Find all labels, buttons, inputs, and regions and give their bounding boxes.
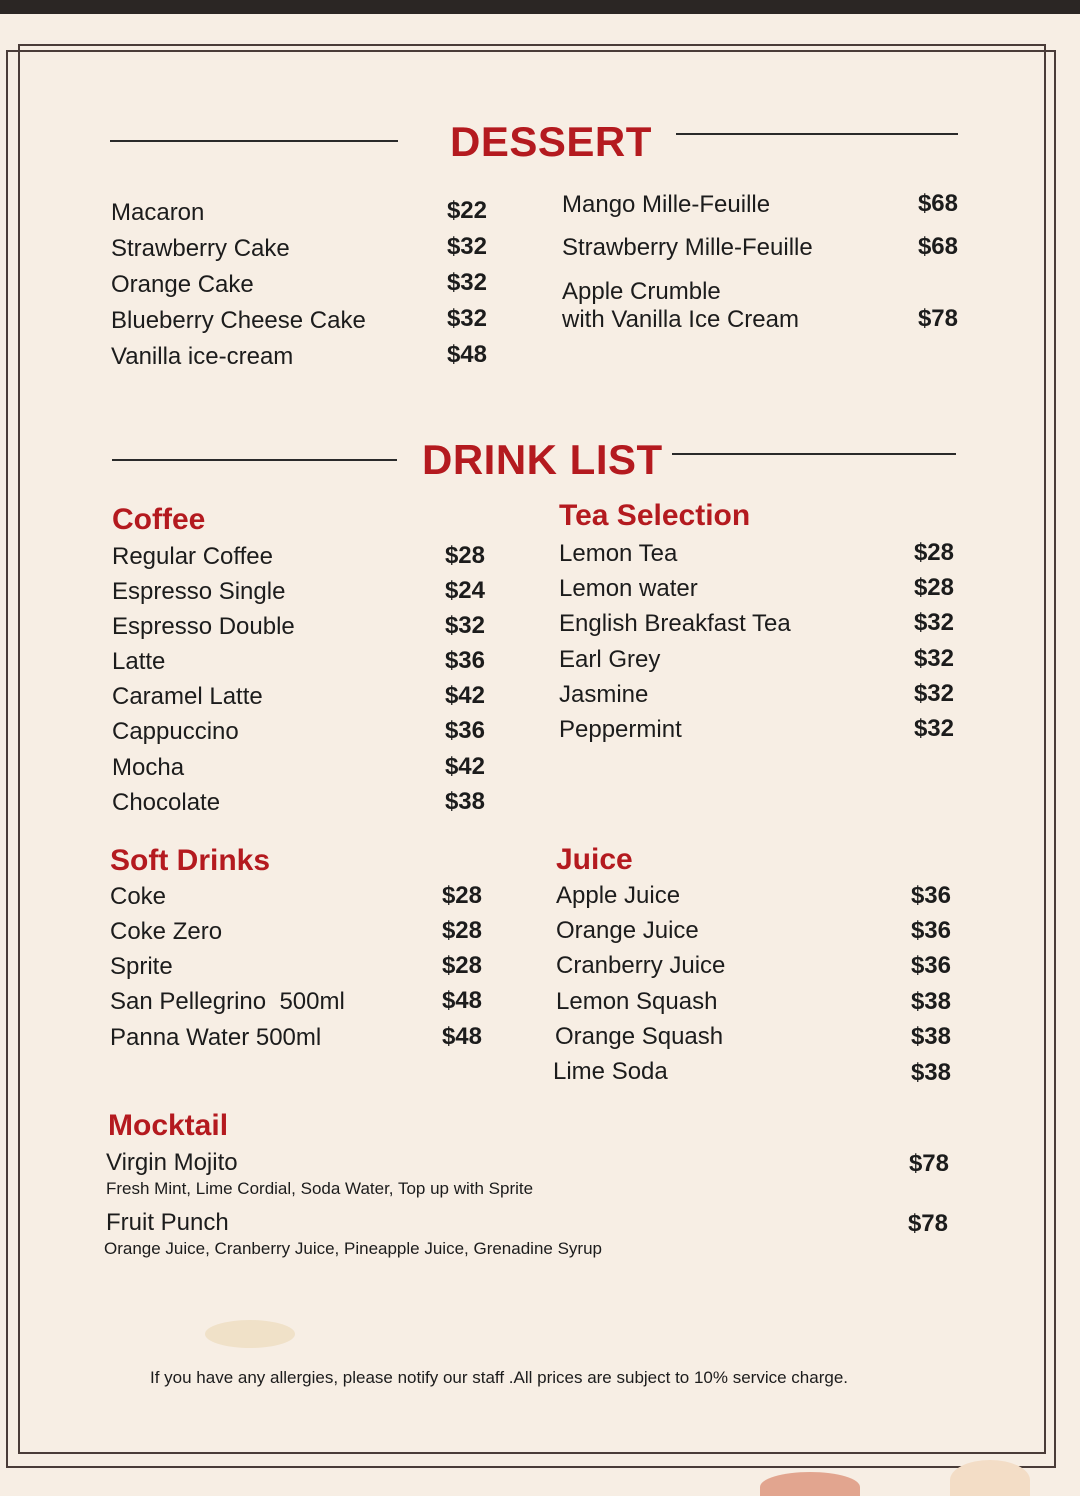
category-title-juice: Juice xyxy=(556,843,633,876)
menu-item-price: $28 xyxy=(913,539,954,566)
finger xyxy=(760,1472,860,1496)
menu-item-price: $28 xyxy=(441,882,482,909)
menu-item-name: Latte xyxy=(112,648,166,675)
menu-item-name: San Pellegrino 500ml xyxy=(110,988,345,1015)
menu-item-price: $68 xyxy=(917,190,958,217)
finger xyxy=(950,1460,1030,1496)
menu-item-price: $32 xyxy=(913,645,954,672)
menu-item-price: $32 xyxy=(446,233,487,260)
menu-item-description: Orange Juice, Cranberry Juice, Pineapple Juice, Grenadine Syrup xyxy=(104,1239,602,1258)
menu-item-price: $48 xyxy=(441,1023,482,1050)
category-title-coffee: Coffee xyxy=(112,503,206,536)
menu-item-price: $38 xyxy=(910,1059,951,1086)
category-title-soft-drinks: Soft Drinks xyxy=(110,844,271,877)
menu-item-price: $36 xyxy=(910,952,951,979)
menu-item-name: Panna Water 500ml xyxy=(110,1024,322,1051)
menu-item-price: $36 xyxy=(910,882,951,909)
menu-item-name: Vanilla ice-cream xyxy=(111,343,294,370)
menu-item-price: $42 xyxy=(444,753,485,780)
menu-item-name: Earl Grey xyxy=(559,646,661,673)
menu-item-name: Orange Cake xyxy=(111,271,254,298)
menu-item-price: $38 xyxy=(910,988,951,1015)
menu-item-name: Lime Soda xyxy=(553,1058,668,1085)
menu-item-price: $28 xyxy=(444,542,485,569)
menu-item-name: Caramel Latte xyxy=(112,683,263,710)
menu-item-name: English Breakfast Tea xyxy=(559,610,791,637)
divider-line xyxy=(112,459,397,461)
menu-item-name: Strawberry Mille-Feuille xyxy=(562,234,813,261)
divider-line xyxy=(672,453,956,455)
menu-item-name: Strawberry Cake xyxy=(111,235,290,262)
menu-item-name: Blueberry Cheese Cake xyxy=(111,307,366,334)
divider-line xyxy=(676,133,958,135)
divider-line xyxy=(110,140,398,142)
menu-item-name: Apple Crumble xyxy=(562,278,721,305)
menu-item-name: Orange Juice xyxy=(556,917,699,944)
footer-note: If you have any allergies, please notify our staff .All prices are subject to 10% service charge. xyxy=(150,1368,848,1387)
menu-item-name: Macaron xyxy=(111,199,205,226)
menu-item-price: $48 xyxy=(441,987,482,1014)
menu-item-price: $32 xyxy=(913,680,954,707)
menu-item-name: Jasmine xyxy=(559,681,649,708)
menu-item-price: $78 xyxy=(908,1150,949,1177)
paper-stain xyxy=(205,1320,295,1348)
menu-item-name: Regular Coffee xyxy=(112,543,273,570)
menu-item-price: $28 xyxy=(913,574,954,601)
menu-item-name: Cranberry Juice xyxy=(556,952,726,979)
menu-item-price: $32 xyxy=(446,305,487,332)
menu-item-price: $68 xyxy=(917,233,958,260)
category-title-mocktail: Mocktail xyxy=(108,1109,229,1142)
menu-item-name: Lemon Squash xyxy=(556,988,718,1015)
menu-item-name: Cappuccino xyxy=(112,718,239,745)
menu-item-name: Apple Juice xyxy=(556,882,681,909)
menu-item-price: $32 xyxy=(444,612,485,639)
menu-item-price: $38 xyxy=(910,1023,951,1050)
menu-item-subname: with Vanilla Ice Cream xyxy=(562,306,799,333)
menu-item-name: Peppermint xyxy=(559,716,682,743)
menu-item-name: Chocolate xyxy=(112,789,221,816)
menu-item-price: $24 xyxy=(444,577,485,604)
menu-item-price: $38 xyxy=(444,788,485,815)
menu-item-name: Sprite xyxy=(110,953,173,980)
menu-item-price: $78 xyxy=(917,305,958,332)
menu-item-price: $36 xyxy=(444,717,485,744)
menu-item-price: $36 xyxy=(444,647,485,674)
menu-item-price: $22 xyxy=(446,197,487,224)
category-title-tea: Tea Selection xyxy=(559,499,751,532)
menu-item-price: $78 xyxy=(907,1210,948,1237)
menu-item-name: Mocha xyxy=(112,754,185,781)
menu-item-price: $42 xyxy=(444,682,485,709)
menu-item-name: Fruit Punch xyxy=(106,1209,229,1236)
background-strip xyxy=(0,0,1080,14)
menu-item-name: Mango Mille-Feuille xyxy=(562,191,771,218)
menu-item-price: $28 xyxy=(441,952,482,979)
menu-item-name: Virgin Mojito xyxy=(106,1149,238,1176)
menu-item-price: $32 xyxy=(913,715,954,742)
menu-item-name: Espresso Single xyxy=(112,578,286,605)
menu-item-price: $48 xyxy=(446,341,487,368)
menu-item-name: Coke Zero xyxy=(110,918,223,945)
section-title-dessert: DESSERT xyxy=(450,118,652,165)
menu-item-price: $36 xyxy=(910,917,951,944)
menu-item-price: $28 xyxy=(441,917,482,944)
section-title-drink-list: DRINK LIST xyxy=(422,436,663,483)
menu-item-name: Espresso Double xyxy=(112,613,295,640)
menu-item-name: Coke xyxy=(110,883,167,910)
menu-item-name: Orange Squash xyxy=(555,1023,724,1050)
menu-item-name: Lemon water xyxy=(559,575,698,602)
menu-item-name: Lemon Tea xyxy=(559,540,678,567)
menu-item-description: Fresh Mint, Lime Cordial, Soda Water, Top up with Sprite xyxy=(106,1179,534,1198)
menu-item-price: $32 xyxy=(446,269,487,296)
menu-item-price: $32 xyxy=(913,609,954,636)
